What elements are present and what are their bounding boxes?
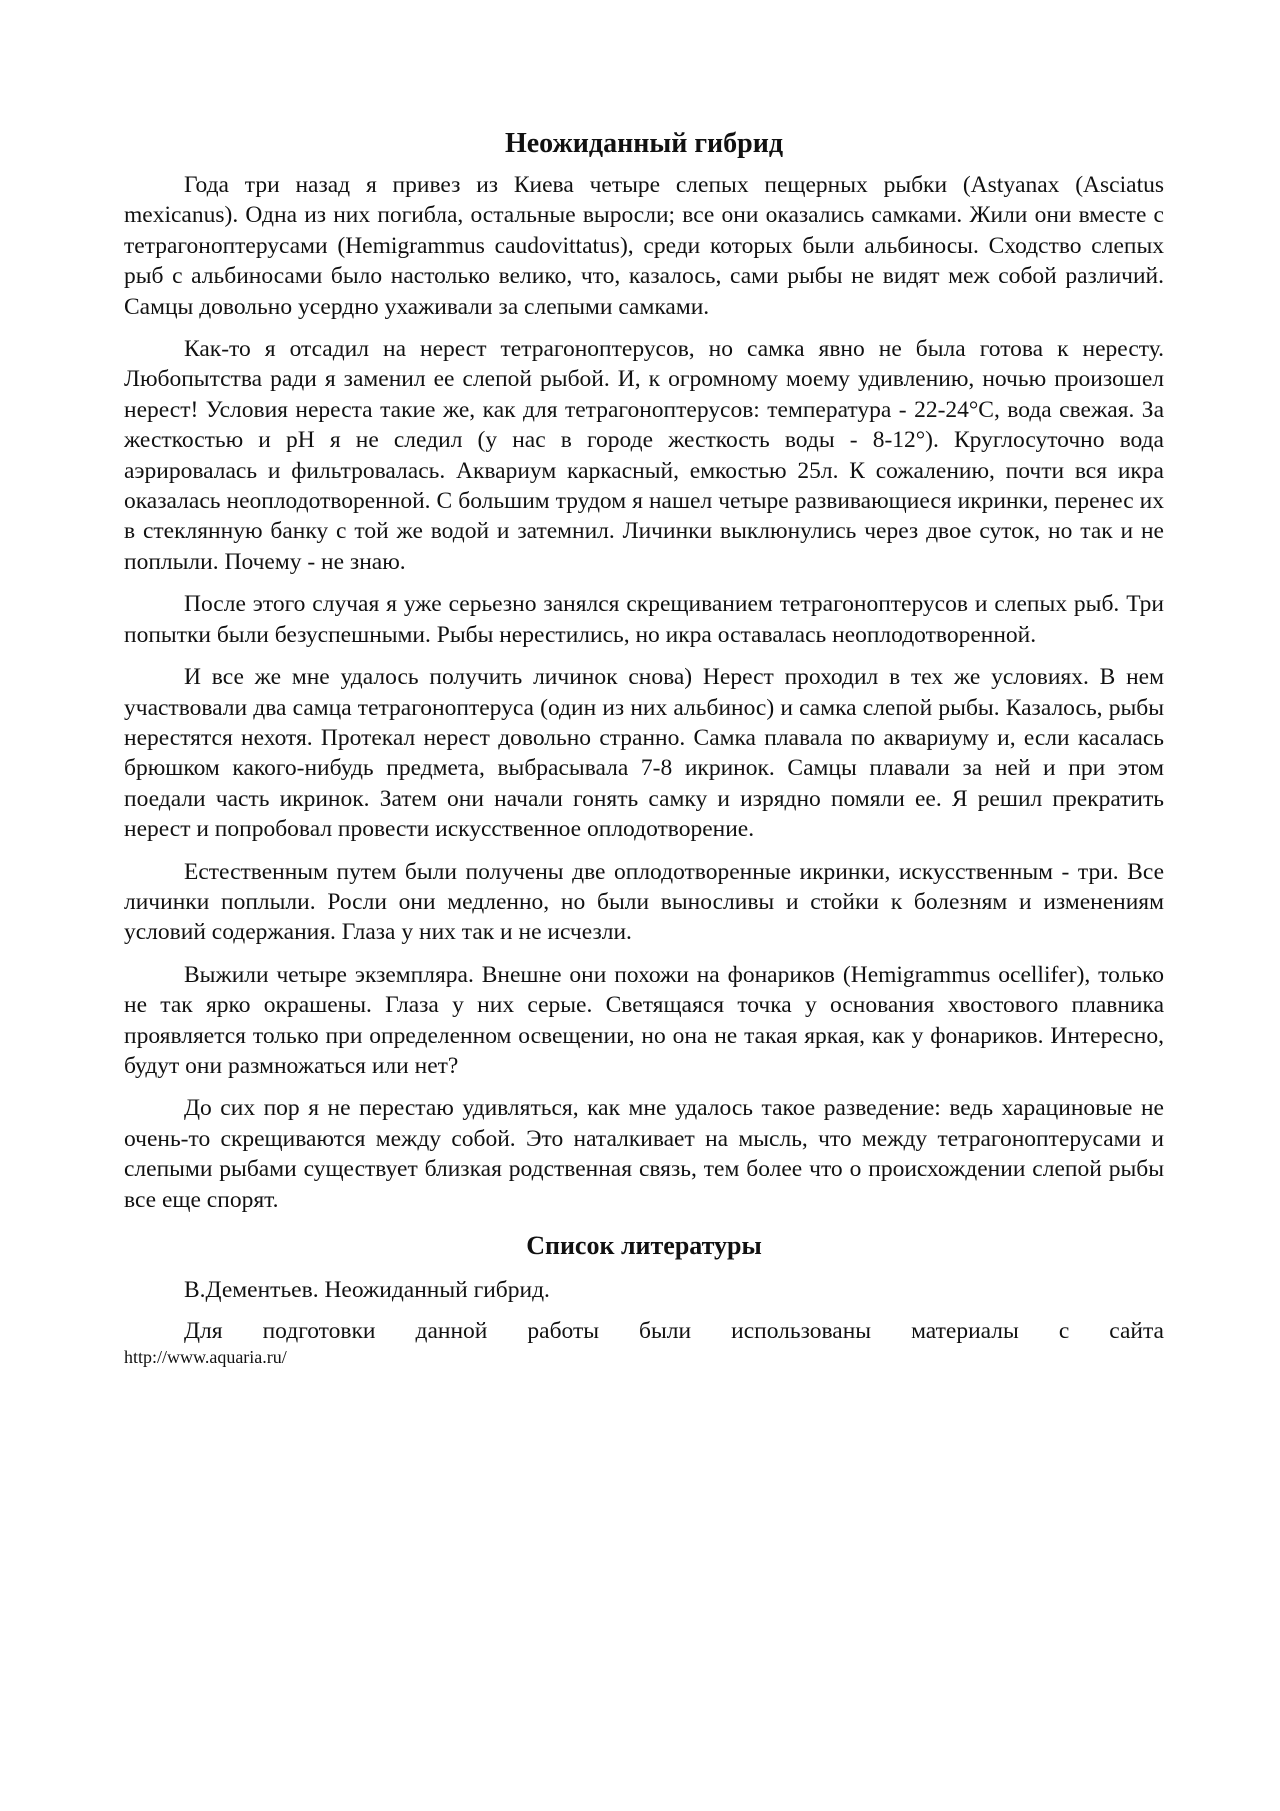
source-url-link[interactable]: http://www.aquaria.ru/	[124, 1347, 287, 1368]
paragraph-3: После этого случая я уже серьезно занялся скрещиванием тетрагоноптерусов и слепых рыб. Три попытки были безуспешными. Рыбы нерестились, но икра оставалась неоплодотворенной.	[124, 591, 1164, 648]
paragraph-4: И все же мне удалось получить личинок снова) Нерест проходил в тех же условиях. В нем участвовали два самца тетрагоноптеруса (один из них альбинос) и самка слепой рыбы. Казалось, рыбы нерестятся нехотя. Протекал нерест довольно странно. Самка плавала по аквариуму и, если касалась брюшком какого-нибудь предмета, выбрасывала 7-8 икринок. Самцы плавали за ней и при этом поедали часть икринок. Затем они начали гонять самку и изрядно помяли ее. Я решил прекратить нерест и попробовал провести искусственное оплодотворение.	[124, 664, 1164, 843]
document-title: Неожиданный гибрид	[504, 128, 784, 159]
source-note	[124, 1317, 1164, 1369]
source-text: Для подготовки данной работы были использованы материалы с сайта	[184, 1318, 1164, 1345]
reference-item: В.Дементьев. Неожиданный гибрид.	[184, 1277, 550, 1303]
paragraph-2: Как-то я отсадил на нерест тетрагоноптерусов, но самка явно не была готова к нересту. Любопытства ради я заменил ее слепой рыбой. И, к огромному моему удивлению, ночью произошел нерест! Условия нереста такие же, как для тетрагоноптерусов: температура - 22-24°С, вода свежая. За жесткостью и pH я не следил (у нас в городе жесткость воды - 8-12°). Круглосуточно вода аэрировалась и фильтровалась. Аквариум каркасный, емкостью 25л. К сожалению, почти вся икра оказалась неоплодотворенной. С большим трудом я нашел четыре развивающиеся икринки, перенес их в стеклянную банку с той же водой и затемнил. Личинки выклюнулись через двое суток, но так и не поплыли. Почему - не знаю.	[124, 336, 1164, 575]
references-title: Список литературы	[526, 1231, 762, 1260]
paragraph-5: Естественным путем были получены две оплодотворенные икринки, искусственным - три. Все личинки поплыли. Росли они медленно, но были выносливы и стойки к болезням и изменениям условий содержания. Глаза у них так и не исчезли.	[124, 858, 1164, 946]
paragraph-1: Года три назад я привез из Киева четыре слепых пещерных рыбки (Astyanax (Asciatus mexicanus). Одна из них погибла, остальные выросли; все они оказались самками. Жили они вместе с тетрагоноптерусами (Hemigrammus caudovittatus), среди которых были альбиносы. Сходство слепых рыб с альбиносами было настолько велико, что, казалось, сами рыбы не видят меж собой различий. Самцы довольно усердно ухаживали за слепыми самками.	[124, 172, 1164, 320]
paragraph-7: До сих пор я не перестаю удивляться, как мне удалось такое разведение: ведь харациновые не очень-то скрещиваются между собой. Это наталкивает на мысль, что между тетрагоноптерусами и слепыми рыбами существует близкая родственная связь, тем более что о происхождении слепой рыбы все еще спорят.	[124, 1095, 1164, 1213]
document-page	[124, 124, 1164, 1369]
paragraph-6: Выжили четыре экземпляра. Внешне они похожи на фонариков (Hemigrammus ocellifer), только не так ярко окрашены. Глаза у них серые. Светящаяся точка у основания хвостового плавника проявляется только при определенном освещении, но она не такая яркая, как у фонариков. Интересно, будут они размножаться или нет?	[124, 961, 1164, 1079]
